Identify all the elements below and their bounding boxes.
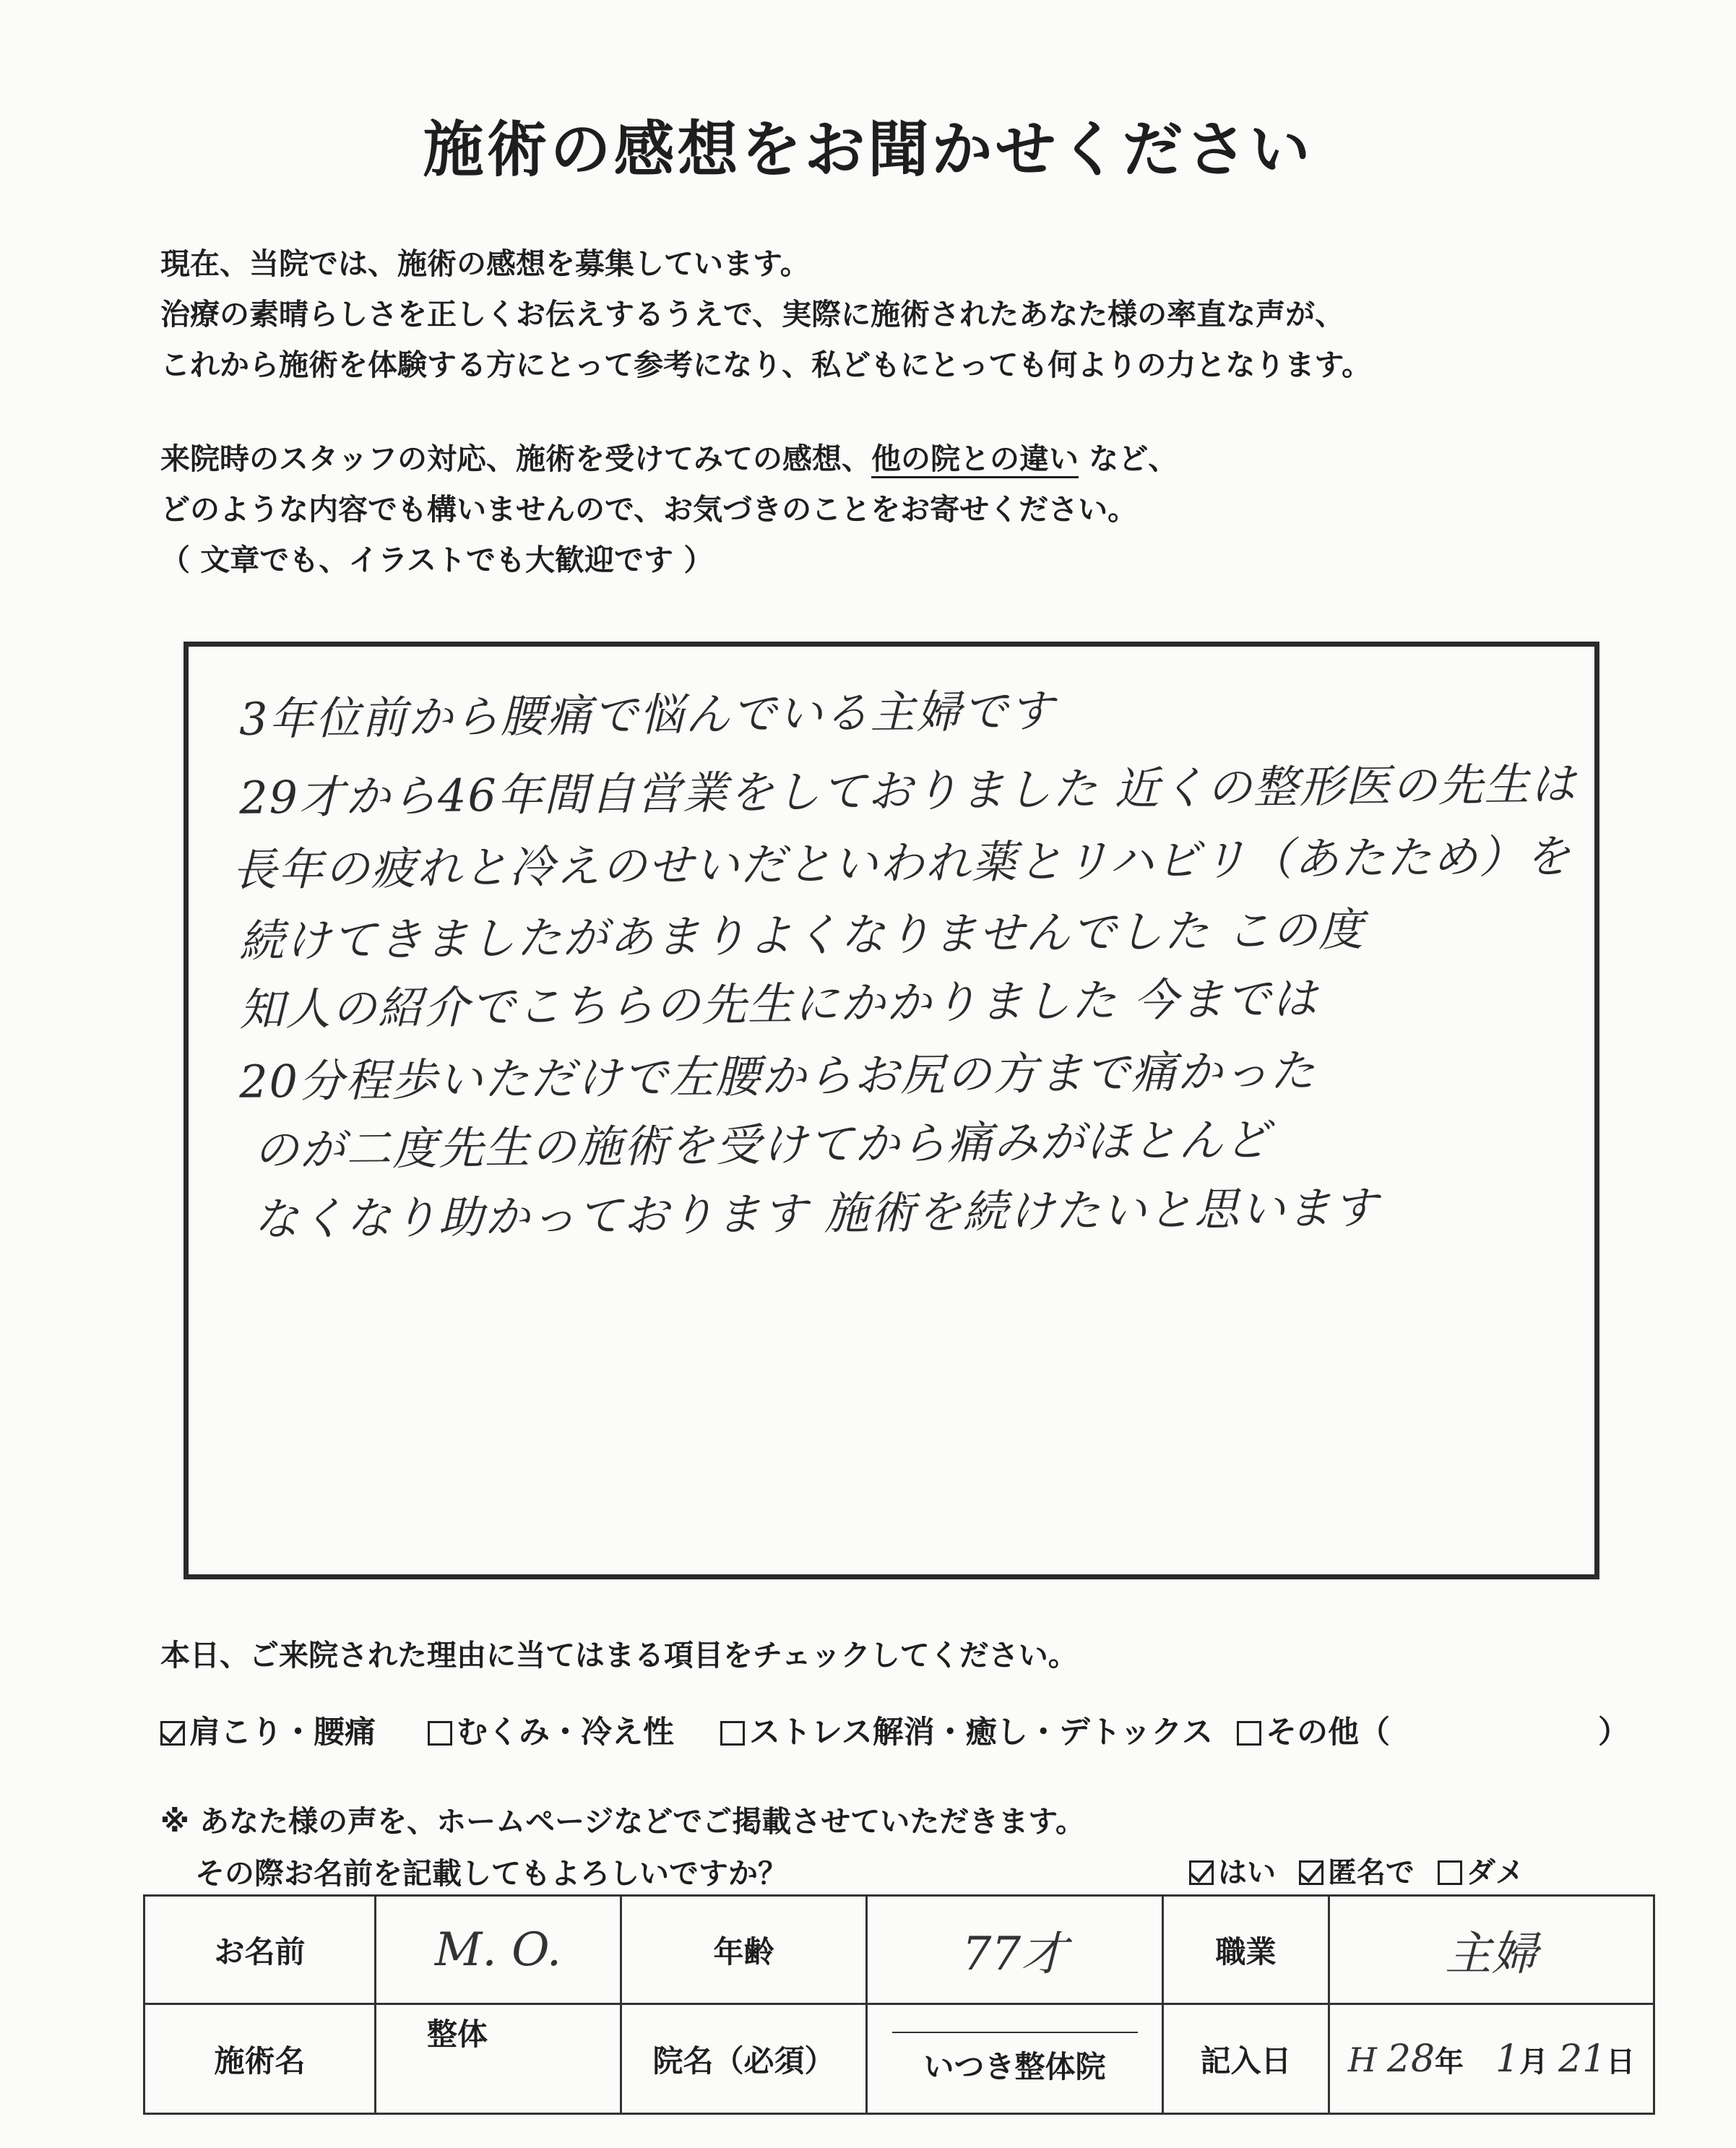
consent-no[interactable]: ダメ (1438, 1856, 1524, 1889)
age-field[interactable]: 77才 (867, 1896, 1163, 2004)
request-line-3: （ 文章でも、イラストでも大歓迎です ） (160, 543, 714, 577)
handwritten-line: のが二度先生の施術を受けてから痛みがほとんど (253, 1113, 1271, 1177)
job-label: 職業 (1163, 1896, 1329, 2004)
comment-box[interactable] (183, 642, 1599, 1579)
name-label: お名前 (144, 1896, 376, 2004)
intro-line: 現在、当院では、施術の感想を募集しています。 (160, 246, 810, 281)
underlined-phrase: 他の院との違い (871, 441, 1079, 478)
handwritten-line: 続けてきましたがあまりよくなりませんでした この度 (238, 902, 1365, 968)
date-field[interactable]: H 28年 1月 21日 (1329, 2004, 1654, 2114)
job-field[interactable]: 主婦 (1329, 1896, 1654, 2004)
page-title: 施術の感想をお聞かせください (423, 114, 1313, 185)
handwritten-line: 知人の紹介でこちらの先生にかかりました 今までは (238, 972, 1319, 1036)
reason-option-stress[interactable]: ストレス解消・癒し・デトックス (720, 1708, 1213, 1752)
publish-question: その際お名前を記載してもよろしいですか？ (195, 1856, 787, 1891)
date-label: 記入日 (1163, 2004, 1329, 2114)
age-label: 年齢 (621, 1896, 867, 2004)
clinic-field[interactable]: いつき整体院 (867, 2004, 1163, 2114)
intro-line: 治療の素晴らしさを正しくお伝えするうえで、実際に施術されたあなた様の率直な声が、 (160, 297, 1345, 332)
reason-option-other[interactable]: その他（ (1237, 1708, 1390, 1752)
checkbox-icon[interactable] (1438, 1860, 1462, 1885)
checkbox-icon[interactable] (1237, 1721, 1261, 1746)
request-line-2: どのような内容でも構いませんので、お気づきのことをお寄せください。 (160, 492, 1138, 527)
request-line-1: 来院時のスタッフの対応、施術を受けてみての感想、他の院との違い など、 (160, 434, 1178, 484)
treatment-field[interactable]: 整体 (376, 2004, 621, 2114)
reason-option-swelling[interactable]: むくみ・冷え性 (428, 1708, 674, 1752)
treatment-label: 施術名 (144, 2004, 376, 2114)
handwritten-line: 長年の疲れと冷えのせいだといわれ薬とリハビリ（あたため）を (231, 829, 1572, 897)
intro-line: これから施術を体験する方にとって参考になり、私どもにとっても何よりの力となります。 (160, 348, 1372, 382)
name-field[interactable]: M. O. (376, 1896, 621, 2004)
other-close-paren: ） (1598, 1714, 1629, 1751)
consent-anonymous[interactable]: 匿名で (1299, 1856, 1415, 1889)
publish-note: ※ あなた様の声を、ホームページなどでご掲載させていただきます。 (160, 1804, 1086, 1839)
checkbox-icon[interactable] (720, 1721, 745, 1746)
handwritten-line: 20分程歩いただけで左腰からお尻の方まで痛かった (238, 1044, 1317, 1108)
clinic-label: 院名（必須） (621, 2004, 867, 2114)
reason-option-shoulder-back[interactable]: 肩こり・腰痛 (160, 1708, 376, 1752)
intro-paragraph (160, 238, 1371, 390)
checkbox-checked-icon[interactable] (1299, 1860, 1323, 1885)
request-paragraph (160, 434, 1178, 585)
handwritten-line: 3年位前から腰痛で悩んでいる主婦です (238, 684, 1055, 746)
consent-yes[interactable]: はい (1189, 1856, 1276, 1889)
checkbox-icon[interactable] (428, 1721, 452, 1746)
info-table (143, 1894, 1655, 2115)
checkbox-checked-icon[interactable] (160, 1721, 185, 1746)
reason-question: 本日、ご来院された理由に当てはまる項目をチェックしてください。 (160, 1638, 1078, 1673)
publish-consent (1176, 1850, 1524, 1891)
checkbox-checked-icon[interactable] (1189, 1860, 1214, 1885)
handwritten-line: なくなり助かっております 施術を続けたいと思います (253, 1181, 1380, 1246)
handwritten-line: 29才から46年間自営業をしておりました 近くの整形医の先生は (238, 757, 1577, 824)
